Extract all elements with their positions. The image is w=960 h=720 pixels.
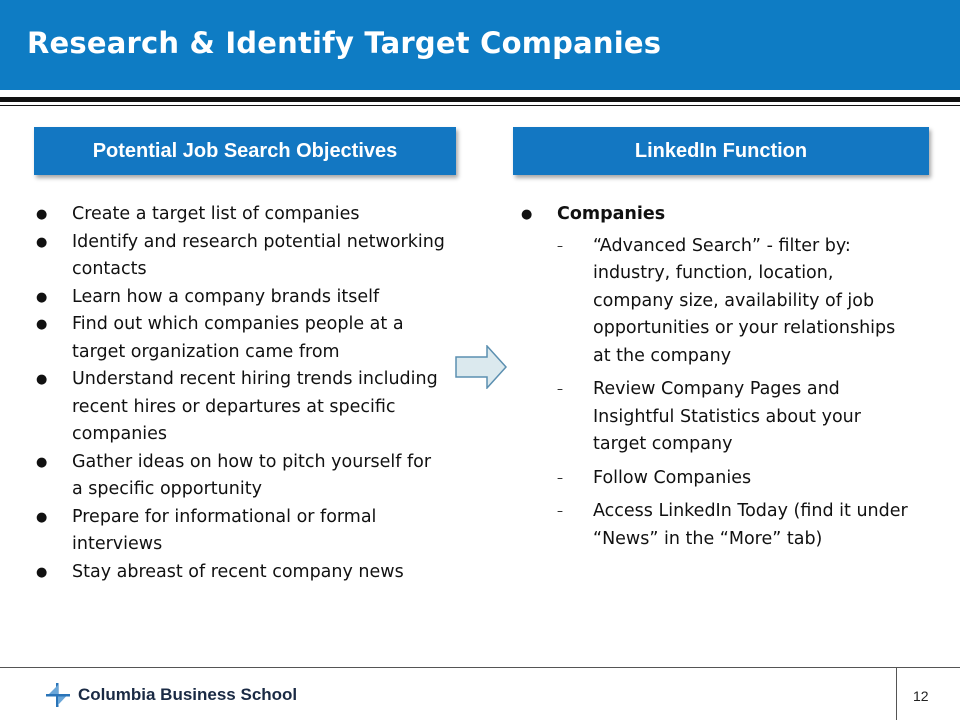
list-item — [36, 504, 446, 559]
sub-list-item-text: Access LinkedIn Today (find it under “News” in the “More” tab) — [593, 501, 908, 549]
title-divider-thick — [0, 97, 960, 102]
title-bar — [0, 0, 960, 90]
right-arrow-icon — [455, 345, 507, 389]
sub-list-item-text: “Advanced Search” - filter by: industry, function, location, company size, availability of job opportunities or your relationships at the company — [593, 235, 896, 366]
bullet-icon: ● — [36, 234, 48, 250]
bullet-icon: ● — [36, 509, 48, 525]
title-divider-thin — [0, 105, 960, 106]
bullet-icon: ● — [36, 454, 48, 470]
sub-list-item — [521, 498, 916, 553]
dash-icon: – — [557, 238, 563, 253]
list-item — [36, 284, 446, 312]
list-item — [36, 311, 446, 366]
bullet-icon: ● — [521, 207, 533, 222]
list-item-text: Create a target list of companies — [72, 204, 360, 224]
list-item-text: Gather ideas on how to pitch yourself for a specific opportunity — [72, 451, 432, 499]
list-item-text: Identify and research potential networking contacts — [72, 231, 445, 279]
bullet-icon: ● — [36, 289, 48, 305]
list-item-text: Prepare for informational or formal interviews — [72, 506, 377, 554]
list-item — [36, 229, 446, 284]
columbia-business-school-logo — [44, 682, 297, 708]
sub-list-item — [521, 465, 916, 493]
dash-icon: – — [557, 470, 563, 485]
list-item-text: Stay abreast of recent company news — [72, 561, 404, 582]
dash-icon: – — [557, 504, 563, 518]
sub-list-item-text: Review Company Pages and Insightful Statistics about your target company — [593, 379, 861, 454]
bullet-icon: ● — [36, 207, 48, 222]
list-item — [36, 366, 446, 449]
list-item-text: Understand recent hiring trends including recent hires or departures at specific companies — [72, 369, 438, 444]
objectives-header: Potential Job Search Objectives — [34, 127, 456, 175]
sub-list-item — [521, 376, 916, 459]
bullet-icon: ● — [36, 372, 48, 387]
companies-label: Companies — [557, 204, 666, 224]
page-number: 12 — [913, 688, 929, 704]
list-item-text: Learn how a company brands itself — [72, 286, 380, 307]
sub-list-item-text: Follow Companies — [593, 467, 752, 488]
linkedin-function-header: LinkedIn Function — [513, 127, 929, 175]
footer-divider — [0, 667, 960, 668]
bullet-icon: ● — [36, 564, 48, 580]
dash-icon: – — [557, 382, 563, 396]
sub-list-item — [521, 233, 916, 371]
slide-title: Research & Identify Target Companies — [27, 26, 662, 60]
companies-item — [521, 201, 916, 229]
columbia-crown-logo-icon — [44, 682, 72, 708]
linkedin-sub-list — [521, 233, 916, 554]
list-item — [36, 449, 446, 504]
footer-page-divider — [896, 667, 897, 720]
logo-text: Columbia Business School — [78, 685, 298, 704]
bullet-icon: ● — [36, 317, 48, 332]
list-item — [36, 559, 446, 587]
list-item-text: Find out which companies people at a target organization came from — [72, 314, 404, 362]
linkedin-function-column — [521, 201, 916, 559]
objectives-list — [36, 201, 446, 586]
list-item — [36, 201, 446, 229]
